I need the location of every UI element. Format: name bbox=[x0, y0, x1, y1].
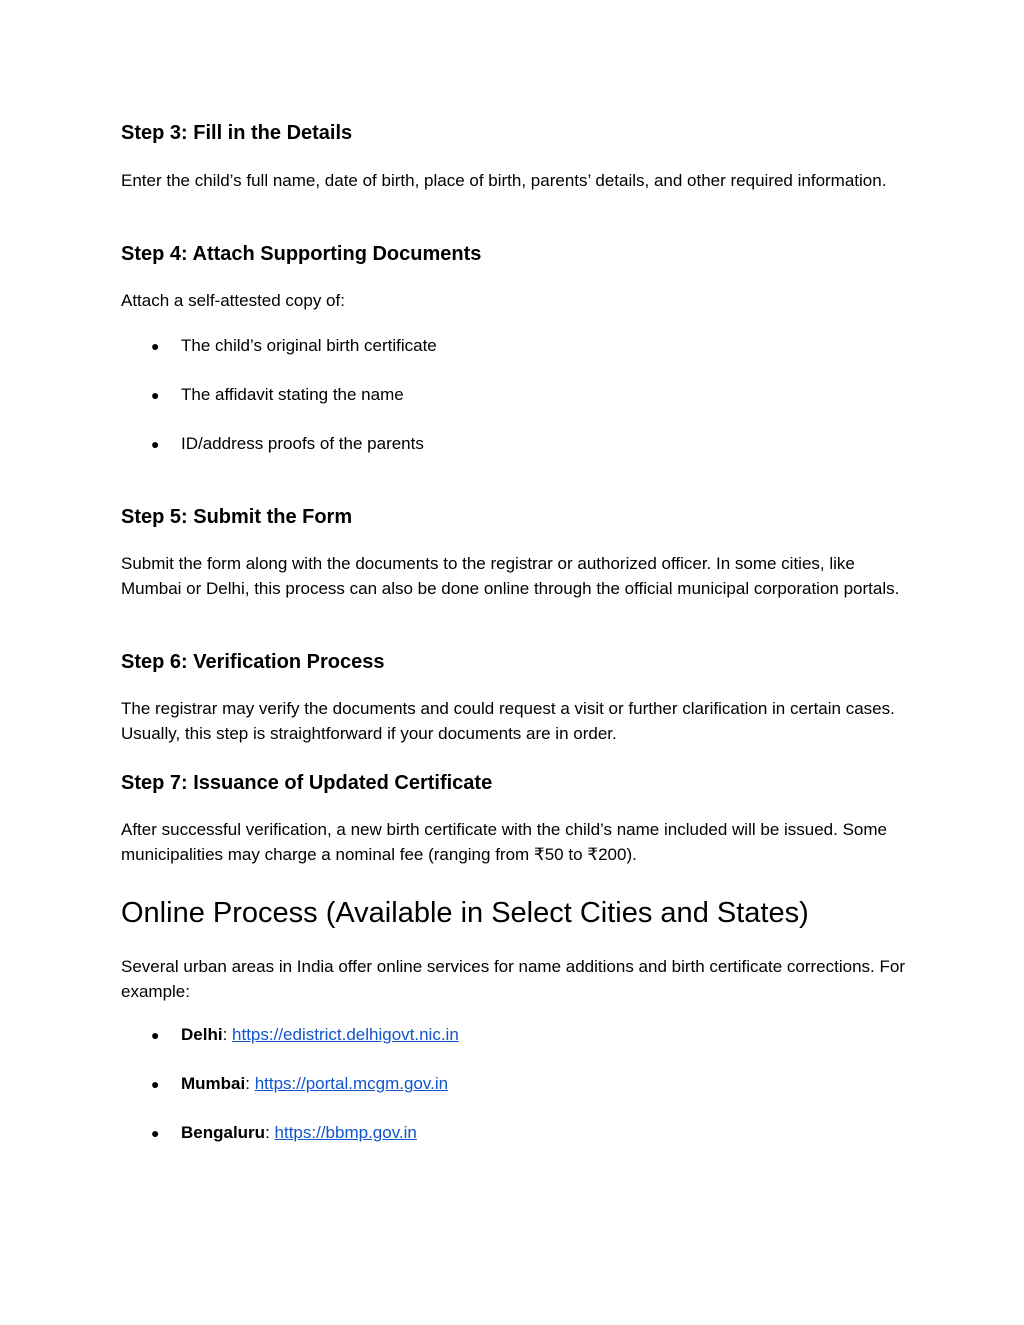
bullet-icon: ● bbox=[151, 338, 160, 354]
online-process-heading: Online Process (Available in Select Cities and States) bbox=[121, 897, 809, 929]
step7-heading: Step 7: Issuance of Updated Certificate bbox=[121, 772, 493, 794]
bengaluru-portal-link[interactable]: https://bbmp.gov.in bbox=[274, 1123, 417, 1142]
delhi-portal-link[interactable]: https://edistrict.delhigovt.nic.in bbox=[232, 1025, 459, 1044]
separator: : bbox=[245, 1074, 255, 1093]
bullet-icon: ● bbox=[151, 1076, 160, 1092]
city-name: Mumbai bbox=[181, 1074, 246, 1093]
bullet-icon: ● bbox=[151, 387, 160, 403]
online-process-intro: Several urban areas in India offer online services for name additions and birth certificate corrections. For example: bbox=[121, 957, 905, 1001]
bullet-icon: ● bbox=[151, 1027, 160, 1043]
step4-heading: Step 4: Attach Supporting Documents bbox=[121, 243, 482, 265]
step3-heading: Step 3: Fill in the Details bbox=[121, 122, 353, 144]
bullet-icon: ● bbox=[151, 436, 160, 452]
city-name: Delhi bbox=[181, 1025, 223, 1044]
mumbai-portal-link[interactable]: https://portal.mcgm.gov.in bbox=[254, 1074, 449, 1093]
step7-body: After successful verification, a new birth certificate with the child’s name included will be issued. Some municipalities may charge a nominal fee (ranging from ₹50 to ₹200). bbox=[121, 820, 887, 864]
list-item-text: ID/address proofs of the parents bbox=[181, 434, 424, 453]
city-name: Bengaluru bbox=[181, 1123, 266, 1142]
step4-intro: Attach a self-attested copy of: bbox=[121, 291, 345, 310]
list-item-text bbox=[181, 1072, 448, 1096]
bullet-icon: ● bbox=[151, 1125, 160, 1141]
step6-heading: Step 6: Verification Process bbox=[121, 651, 385, 673]
list-item-text bbox=[181, 1023, 459, 1047]
separator: : bbox=[222, 1025, 233, 1044]
step5-heading: Step 5: Submit the Form bbox=[121, 506, 353, 528]
step6-body: The registrar may verify the documents and could request a visit or further clarification in certain cases. Usually, this step is straightforward if your documents are in order. bbox=[121, 699, 895, 743]
list-item-text bbox=[181, 1121, 417, 1145]
step5-body: Submit the form along with the documents to the registrar or authorized officer. In some cities, like Mumbai or Delhi, this process can also be done online through the official municipal corporation portals. bbox=[121, 554, 900, 598]
list-item-text: The affidavit stating the name bbox=[181, 385, 404, 404]
step3-body: Enter the child’s full name, date of birth, place of birth, parents’ details, and other required information. bbox=[121, 171, 887, 190]
list-item-text: The child’s original birth certificate bbox=[181, 336, 437, 355]
separator: : bbox=[265, 1123, 275, 1142]
